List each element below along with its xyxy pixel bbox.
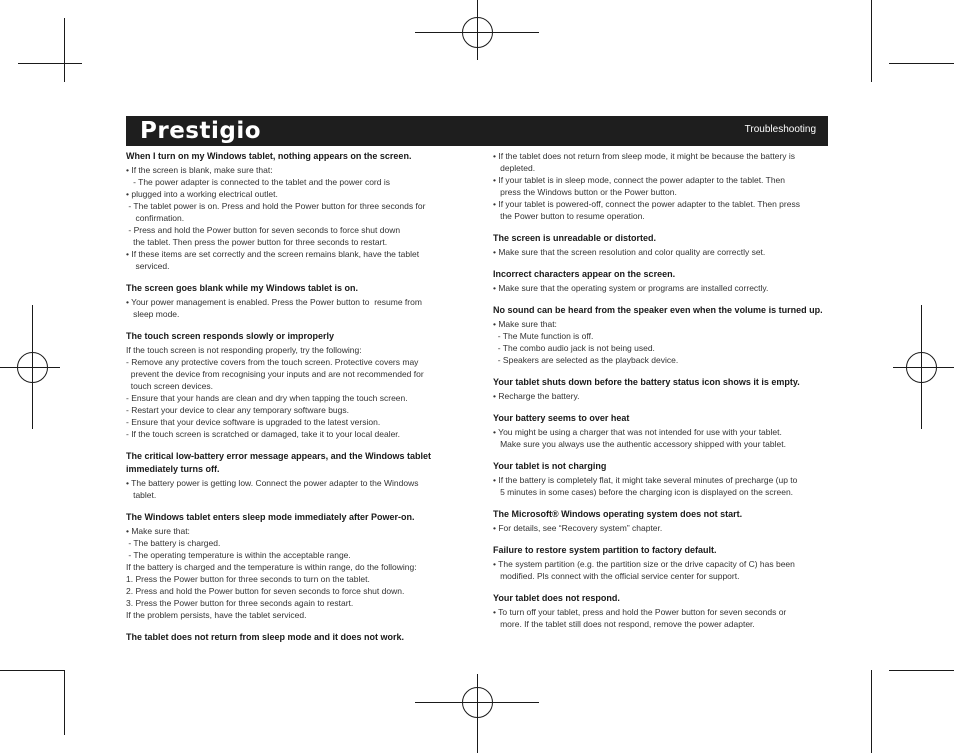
body-text-line: - Speakers are selected as the playback device.	[493, 355, 679, 365]
section-heading: The critical low-battery error message appears, and the Windows tablet immediately turns off.	[126, 451, 432, 474]
right-column	[493, 150, 833, 640]
body-text-line: - The battery is charged.	[126, 538, 221, 548]
body-text-line: • If the battery is completely flat, it might take several minutes of precharge (up to	[493, 475, 798, 485]
body-text-line: 3. Press the Power button for three seconds again to restart.	[126, 598, 354, 608]
body-text-line: - Press and hold the Power button for seven seconds to force shut down	[126, 225, 401, 235]
troubleshooting-section	[493, 376, 833, 402]
body-text-line: press the Windows button or the Power button.	[493, 187, 677, 197]
body-text-line: - Remove any protective covers from the touch screen. Protective covers may	[126, 357, 419, 367]
header-bar	[126, 116, 828, 146]
body-text-line: If the battery is charged and the temperature is within range, do the following:	[126, 562, 417, 572]
body-text-line: 5 minutes in some cases) before the charging icon is displayed on the screen.	[493, 487, 794, 497]
body-text-line: • plugged into a working electrical outlet.	[126, 189, 278, 199]
section-heading: The Microsoft® Windows operating system does not start.	[493, 509, 743, 519]
section-heading: No sound can be heard from the speaker even when the volume is turned up.	[493, 305, 823, 315]
troubleshooting-section	[493, 544, 833, 582]
body-text-line: touch screen devices.	[126, 381, 213, 391]
body-text-line: If the touch screen is not responding properly, try the following:	[126, 345, 362, 355]
page-section-title: Troubleshooting	[744, 124, 816, 135]
body-text-line: serviced.	[126, 261, 170, 271]
body-text-line: • Make sure that the screen resolution and color quality are correctly set.	[493, 247, 766, 257]
troubleshooting-section	[493, 592, 833, 630]
body-text-line: - If the touch screen is scratched or damaged, take it to your local dealer.	[126, 429, 401, 439]
body-text-line: If the problem persists, have the tablet serviced.	[126, 610, 307, 620]
body-text-line: - The Mute function is off.	[493, 331, 594, 341]
section-heading: When I turn on my Windows tablet, nothing appears on the screen.	[126, 151, 412, 161]
crop-mark	[871, 0, 872, 82]
body-text-line: • To turn off your tablet, press and hold the Power button for seven seconds or	[493, 607, 787, 617]
body-text-line: - The combo audio jack is not being used.	[493, 343, 655, 353]
troubleshooting-section	[493, 304, 833, 366]
body-text-line: • Make sure that:	[493, 319, 557, 329]
section-heading: Your battery seems to over heat	[493, 413, 630, 423]
section-heading: Your tablet is not charging	[493, 461, 607, 471]
body-text-line: • The system partition (e.g. the partition size or the drive capacity of C) has been	[493, 559, 795, 569]
body-text-line: - The power adapter is connected to the tablet and the power cord is	[126, 177, 390, 187]
body-text-line: confirmation.	[126, 213, 185, 223]
body-text-line: - The tablet power is on. Press and hold the Power button for three seconds for	[126, 201, 426, 211]
body-text-line: • If these items are set correctly and the screen remains blank, have the tablet	[126, 249, 420, 259]
section-heading: Failure to restore system partition to factory default.	[493, 545, 717, 555]
body-text-line: 2. Press and hold the Power button for seven seconds to force shut down.	[126, 586, 405, 596]
body-text-line: • If your tablet is in sleep mode, connect the power adapter to the tablet. Then	[493, 175, 785, 185]
crop-mark	[889, 670, 954, 671]
troubleshooting-section	[493, 232, 833, 258]
left-column	[126, 150, 458, 654]
troubleshooting-section	[126, 282, 458, 320]
troubleshooting-section	[126, 330, 458, 440]
section-heading: The screen goes blank while my Windows tablet is on.	[126, 283, 358, 293]
body-text-line: • For details, see “Recovery system” chapter.	[493, 523, 663, 533]
body-text-line: sleep mode.	[126, 309, 180, 319]
body-text-line: the tablet. Then press the power button for three seconds to restart.	[126, 237, 388, 247]
section-heading: The touch screen responds slowly or improperly	[126, 331, 335, 341]
body-text-line: • Make sure that the operating system or programs are installed correctly.	[493, 283, 769, 293]
troubleshooting-section	[126, 631, 458, 644]
troubleshooting-section	[126, 450, 458, 501]
section-heading: Incorrect characters appear on the screen.	[493, 269, 676, 279]
body-text-line: modified. Pls connect with the official service center for support.	[493, 571, 740, 581]
body-text-line: 1. Press the Power button for three seconds to turn on the tablet.	[126, 574, 370, 584]
body-text-line: - Restart your device to clear any temporary software bugs.	[126, 405, 349, 415]
registration-circle	[17, 352, 48, 383]
body-text-line: prevent the device from recognising your inputs and are not recommended for	[126, 369, 424, 379]
crop-mark	[64, 18, 65, 82]
crop-mark	[0, 670, 64, 671]
body-text-line: more. If the tablet still does not respond, remove the power adapter.	[493, 619, 755, 629]
body-text-line: - Ensure that your device software is upgraded to the latest version.	[126, 417, 381, 427]
crop-mark	[18, 63, 82, 64]
registration-circle	[462, 687, 493, 718]
body-text-line: Make sure you always use the authentic accessory shipped with your tablet.	[493, 439, 786, 449]
section-heading: The screen is unreadable or distorted.	[493, 233, 657, 243]
registration-circle	[906, 352, 937, 383]
brand-logo: Prestigio	[140, 118, 262, 144]
body-text-line: • If the screen is blank, make sure that:	[126, 165, 273, 175]
section-heading: The Windows tablet enters sleep mode immediately after Power-on.	[126, 512, 415, 522]
section-heading: Your tablet shuts down before the battery status icon shows it is empty.	[493, 377, 800, 387]
troubleshooting-section	[493, 150, 833, 222]
section-heading: Your tablet does not respond.	[493, 593, 620, 603]
body-text-line: • Recharge the battery.	[493, 391, 580, 401]
crop-mark	[889, 63, 954, 64]
body-text-line: • You might be using a charger that was not intended for use with your tablet.	[493, 427, 782, 437]
body-text-line: • Your power management is enabled. Press the Power button to resume from	[126, 297, 422, 307]
body-text-line: - The operating temperature is within the acceptable range.	[126, 550, 351, 560]
body-text-line: - Ensure that your hands are clean and dry when tapping the touch screen.	[126, 393, 408, 403]
troubleshooting-section	[493, 460, 833, 498]
troubleshooting-section	[493, 268, 833, 294]
troubleshooting-section	[126, 150, 458, 272]
body-text-line: tablet.	[126, 490, 157, 500]
troubleshooting-section	[493, 412, 833, 450]
body-text-line: the Power button to resume operation.	[493, 211, 645, 221]
crop-mark	[871, 670, 872, 753]
registration-circle	[462, 17, 493, 48]
body-text-line: • The battery power is getting low. Connect the power adapter to the Windows	[126, 478, 419, 488]
body-text-line: • Make sure that:	[126, 526, 190, 536]
body-text-line: depleted.	[493, 163, 536, 173]
troubleshooting-section	[126, 511, 458, 621]
body-text-line: • If your tablet is powered-off, connect the power adapter to the tablet. Then press	[493, 199, 800, 209]
crop-mark	[64, 670, 65, 735]
section-heading: The tablet does not return from sleep mode and it does not work.	[126, 632, 405, 642]
troubleshooting-section	[493, 508, 833, 534]
body-text-line: • If the tablet does not return from sleep mode, it might be because the battery is	[493, 151, 796, 161]
